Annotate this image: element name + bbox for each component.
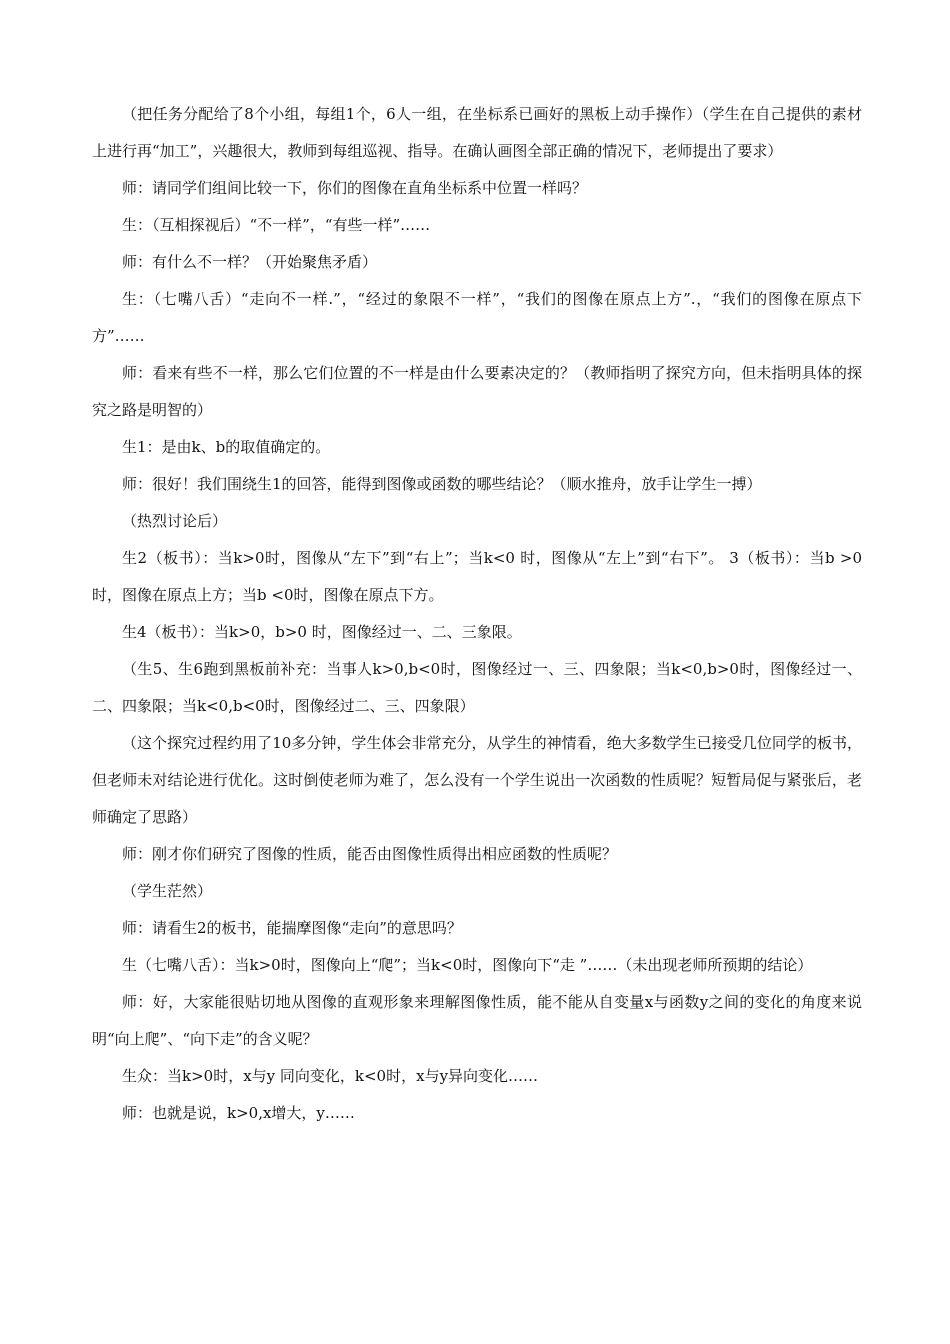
paragraph-teacher-increase: 师：也就是说，k>0,x增大，y…… (122, 1104, 355, 1122)
paragraph-teacher-variables: 师：好，大家能很贴切地从图像的直观形象来理解图像性质，能不能从自变量x与函数y之间的变化的角度来说明“向上爬”、“向下走”的含义呢？ (92, 993, 862, 1048)
paragraph-student-not-same: 生：（互相探视后）“不一样”，“有些一样”…… (122, 216, 431, 234)
paragraph-process-note: （这个探究过程约用了10多分钟，学生体会非常充分，从学生的神情看，绝大多数学生已接受几位同学的板书，但老师未对结论进行优化。这时倒使老师为难了，怎么没有一个学生说出一次函数的性质呢？短暂局促与紧张后，老师确定了思路） (92, 734, 862, 826)
paragraph-discussion: （热烈讨论后） (122, 512, 228, 530)
paragraph-teacher-what-differs: 师：有什么不一样？（开始聚焦矛盾） (122, 253, 378, 271)
paragraph-task-assignment: （把任务分配给了8个小组，每组1个，6人一组，在坐标系已画好的黑板上动手操作）（学生在自己提供的素材上进行再“加工”，兴趣很大，教师到每组巡视、指导。在确认画图全部正确的情况下，老师提出了要求） (92, 105, 862, 160)
paragraph-student-chatter: 生：（七嘴八舌）“走向不一样.”，“经过的象限不一样”，“我们的图像在原点上方”.，“我们的图像在原点下方”…… (92, 290, 862, 345)
paragraph-teacher-compare: 师：请同学们组间比较一下，你们的图像在直角坐标系中位置一样吗？ (122, 179, 588, 197)
paragraph-student4-board: 生4（板书）：当k>0，b>0 时，图像经过一、二、三象限。 (122, 623, 522, 641)
paragraph-teacher-factors: 师：看来有些不一样，那么它们位置的不一样是由什么要素决定的？（教师指明了探究方向，但未指明具体的探究之路是明智的） (92, 364, 862, 419)
document-page (92, 96, 862, 1132)
paragraph-student5-6-supplement: （生5、生6跑到黑板前补充：当事人k>0,b<0时，图像经过一、三、四象限；当k<0,b>0时，图像经过一、二、四象限；当k<0,b<0时，图像经过二、三、四象限） (92, 660, 862, 715)
paragraph-student1-answer: 生1：是由k、b的取值确定的。 (122, 438, 331, 456)
paragraph-teacher-direction: 师：请看生2的板书，能揣摩图像“走向”的意思吗？ (122, 919, 462, 937)
paragraph-students-change: 生众：当k>0时，x与y 同向变化，k<0时，x与y异向变化…… (122, 1067, 539, 1085)
paragraph-teacher-function-properties: 师：刚才你们研究了图像的性质，能否由图像性质得出相应函数的性质呢？ (122, 845, 618, 863)
paragraph-student2-board: 生2（板书）：当k>0时，图像从“左下”到“右上”；当k<0 时，图像从“左上”到“右下”。 3（板书）：当b >0时，图像在原点上方；当b <0时，图像在原点下方。 (92, 549, 862, 604)
paragraph-students-confused: （学生茫然） (122, 882, 213, 900)
paragraph-student-climb: 生（七嘴八舌）：当k>0时，图像向上“爬”；当k<0时，图像向下“走 ”……（未出现老师所预期的结论） (122, 956, 813, 974)
paragraph-teacher-conclusions: 师：很好！我们围绕生1的回答，能得到图像或函数的哪些结论？（顺水推舟，放手让学生一搏） (122, 475, 762, 493)
